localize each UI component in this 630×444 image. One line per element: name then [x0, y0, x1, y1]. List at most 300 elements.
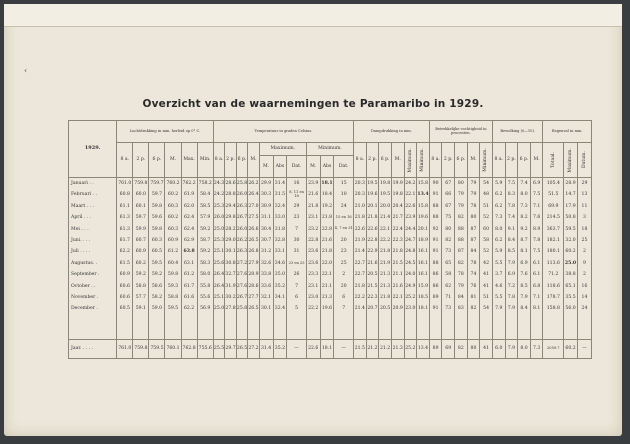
table-cell: 32.8: [273, 235, 287, 246]
table-cell: 7.4: [518, 178, 531, 190]
table-cell: 8.7: [518, 235, 531, 246]
table-cell: 69: [442, 339, 455, 358]
table-cell: 78: [455, 269, 468, 280]
table-cell: 20.0: [379, 201, 392, 212]
table-cell: 59.8: [149, 201, 165, 212]
table-cell: 61.3: [117, 224, 133, 235]
table-cell: 25.8: [236, 178, 247, 190]
table-cell: 158.8: [543, 303, 564, 314]
table-row: [69, 224, 592, 235]
table-cell: 22.6: [404, 201, 417, 212]
table-cell: 25.6: [213, 258, 224, 269]
table-cell: 65: [442, 258, 455, 269]
table-cell: 25.0: [213, 224, 224, 235]
table-cell: 21.8: [379, 292, 392, 303]
table-cell: 24.5: [404, 258, 417, 269]
table-cell: 24.3: [213, 178, 224, 190]
table-cell: 26.8: [248, 246, 259, 257]
table-cell: 7.5: [530, 246, 543, 257]
table-cell: 29: [287, 201, 307, 212]
table-cell: 21.5: [366, 281, 379, 292]
table-cell: 59.9: [133, 224, 149, 235]
table-cell: 22.1: [391, 292, 404, 303]
table-cell: 25.3: [213, 235, 224, 246]
table-cell: 79: [455, 281, 468, 292]
table-cell: 26.7: [236, 212, 247, 223]
table-cell: 25.1: [213, 292, 224, 303]
table-cell: 79: [467, 189, 480, 200]
table-cell: 7.9: [492, 303, 505, 314]
table-cell: 33.6: [259, 281, 273, 292]
table-cell: 19.5: [379, 189, 392, 200]
table-cell: 20.1: [417, 224, 430, 235]
table-cell: 20: [334, 281, 354, 292]
table-cell: 26: [287, 269, 307, 280]
table-cell: 31.4: [273, 178, 287, 190]
table-cell: 22.6: [366, 224, 379, 235]
table-cell: 28.6: [248, 281, 259, 292]
table-cell: 21.4: [379, 212, 392, 223]
table-cell: 9: [577, 258, 591, 269]
table-cell: 60.2: [564, 246, 578, 257]
table-cell: 6.8: [530, 281, 543, 292]
table-cell: 52: [480, 246, 493, 257]
table-cell: 33.0: [273, 212, 287, 223]
table-cell: 23.1: [306, 212, 320, 223]
table-cell: 23.6: [306, 258, 320, 269]
col-min: Min.: [197, 143, 213, 178]
table-cell: 5.9: [492, 246, 505, 257]
table-cell: 20.7: [366, 303, 379, 314]
table-cell: 91: [429, 246, 442, 257]
table-cell: 61.7: [117, 235, 133, 246]
table-cell: 24.0: [404, 269, 417, 280]
table-cell: 22.2: [379, 235, 392, 246]
table-cell: 16.1: [417, 269, 430, 280]
table-cell: 6.2: [492, 235, 505, 246]
table-cell: —: [577, 339, 591, 358]
table-cell: 24.9: [404, 281, 417, 292]
table-cell: 41: [480, 281, 493, 292]
table-cell: 23.9: [306, 178, 320, 190]
table-cell: 4, 7 en 31: [334, 224, 354, 235]
table-cell: 63.8: [181, 246, 197, 257]
table-cell: 26.4: [213, 269, 224, 280]
table-cell: 24: [577, 303, 591, 314]
table-cell: 6.1: [530, 269, 543, 280]
table-cell: 59.7: [133, 212, 149, 223]
table-cell: 21.8: [391, 246, 404, 257]
page-title: Overzicht van de waarnemingen te Paramaribo in 1929.: [142, 98, 484, 110]
col-d-m: M.: [391, 143, 404, 178]
table-cell: 20.9: [391, 303, 404, 314]
table-cell: 61.1: [117, 201, 133, 212]
table-cell: 60.9: [165, 235, 181, 246]
table-cell: 24.8: [404, 246, 417, 257]
table-cell: 759.8: [133, 178, 149, 190]
table-cell: 61.2: [181, 269, 197, 280]
table-cell: 60.9: [117, 269, 133, 280]
table-cell: 759.5: [149, 339, 165, 358]
document-page: [4, 4, 622, 436]
table-cell: 761.0: [117, 339, 133, 358]
table-cell: 82: [455, 339, 468, 358]
spacer-row: [69, 315, 592, 340]
table-row: [69, 246, 592, 257]
col-d-6p: 6 p.: [379, 143, 392, 178]
table-cell: 23: [334, 246, 354, 257]
table-cell: 8.2: [518, 212, 531, 223]
col-2p: 2 p.: [133, 143, 149, 178]
table-cell: 5.9: [492, 178, 505, 190]
table-cell: 88: [429, 201, 442, 212]
table-cell: 62.2: [117, 246, 133, 257]
table-cell: 65.1: [564, 281, 578, 292]
col-tmin-m: M.: [306, 156, 320, 178]
table-cell: 21.9: [379, 258, 392, 269]
table-cell: 762.2: [181, 178, 197, 190]
table-cell: 6.9: [530, 178, 543, 190]
table-cell: 30.2: [225, 292, 236, 303]
table-cell: 59.2: [197, 246, 213, 257]
table-cell: 16: [287, 178, 307, 190]
table-cell: 58.8: [133, 281, 149, 292]
table-row: [69, 201, 592, 212]
table-cell: —: [287, 339, 307, 358]
table-cell: 7: [287, 224, 307, 235]
table-cell: 82: [455, 258, 468, 269]
table-cell: 14.7: [564, 189, 578, 200]
table-cell: 22.9: [366, 246, 379, 257]
table-cell: 28.8: [225, 189, 236, 200]
table-cell: 21.8: [354, 281, 367, 292]
table-cell: 84: [455, 292, 468, 303]
table-cell: 26.3: [236, 246, 247, 257]
col-b-6p: 6 p.: [518, 143, 531, 178]
table-cell: 14: [577, 292, 591, 303]
table-cell: 26.0: [236, 189, 247, 200]
table-cell: 58.5: [197, 201, 213, 212]
table-cell: 25.2: [404, 292, 417, 303]
table-cell: 21.8: [320, 246, 334, 257]
table-cell: 8.5: [518, 281, 531, 292]
table-cell: 56.0: [564, 303, 578, 314]
table-cell: 19.8: [391, 189, 404, 200]
table-cell: 27.2: [248, 339, 259, 358]
month-label: November .: [69, 292, 117, 303]
table-cell: 60.9: [133, 246, 149, 257]
table-cell: 2: [577, 269, 591, 280]
table-cell: 91: [429, 189, 442, 200]
col-d-8a: 8 a.: [354, 143, 367, 178]
table-cell: 15.8: [417, 201, 430, 212]
table-cell: 79: [467, 178, 480, 190]
table-cell: 59.3: [165, 281, 181, 292]
table-cell: 24.2: [404, 178, 417, 190]
table-cell: 7.4: [505, 212, 518, 223]
col-r-datum: Datum.: [577, 143, 591, 178]
table-cell: 57.7: [133, 292, 149, 303]
table-cell: 182.1: [543, 235, 564, 246]
table-cell: 79: [455, 201, 468, 212]
table-cell: 62.0: [181, 201, 197, 212]
table-cell: 58.0: [197, 269, 213, 280]
table-cell: 62.9: [181, 235, 197, 246]
table-cell: 31.8: [273, 224, 287, 235]
month-label: Juli . . . .: [69, 246, 117, 257]
table-cell: 35.2: [273, 339, 287, 358]
table-cell: 7.1: [530, 201, 543, 212]
month-label: Juni. . . .: [69, 235, 117, 246]
table-cell: 759.8: [133, 339, 149, 358]
month-label: Februari . .: [69, 189, 117, 200]
table-cell: 19.2: [320, 201, 334, 212]
table-cell: 21.3: [391, 339, 404, 358]
table-cell: 26.0: [236, 224, 247, 235]
temp-header: Temperatuur in graden Celsius.: [213, 121, 353, 143]
table-cell: 21.6: [306, 189, 320, 200]
table-cell: 7.8: [530, 235, 543, 246]
table-cell: 20.5: [366, 269, 379, 280]
table-cell: 31.1: [259, 212, 273, 223]
table-cell: 178.7: [543, 292, 564, 303]
table-cell: —: [334, 339, 354, 358]
table-cell: 7.5: [530, 189, 543, 200]
table-cell: 19.8: [379, 178, 392, 190]
table-cell: 762.8: [181, 339, 197, 358]
table-cell: 88: [429, 258, 442, 269]
table-cell: 21.8: [366, 212, 379, 223]
table-cell: 60.3: [165, 201, 181, 212]
table-cell: 88: [455, 235, 468, 246]
table-cell: 26.7: [236, 292, 247, 303]
table-cell: 67: [442, 178, 455, 190]
table-cell: 41: [480, 339, 493, 358]
table-cell: 61.5: [117, 258, 133, 269]
table-cell: 29: [577, 178, 591, 190]
table-cell: 22.3: [391, 235, 404, 246]
table-cell: 59.0: [149, 303, 165, 314]
table-cell: 23.2: [306, 224, 320, 235]
table-cell: 60: [480, 224, 493, 235]
table-cell: 58.7: [197, 235, 213, 246]
table-cell: 6.2: [492, 189, 505, 200]
col-v-2p: 2 p.: [442, 143, 455, 178]
table-cell: 760.1: [165, 339, 181, 358]
table-cell: 71.2: [543, 269, 564, 280]
table-cell: 61.2: [165, 246, 181, 257]
table-cell: 7.6: [530, 212, 543, 223]
month-label: December .: [69, 303, 117, 314]
table-cell: 62.2: [181, 303, 197, 314]
table-cell: 58.8: [165, 292, 181, 303]
table-cell: 59.5: [149, 258, 165, 269]
col-tmax-dat: Dat.: [287, 156, 307, 178]
table-cell: 82: [442, 235, 455, 246]
table-cell: 26.6: [248, 224, 259, 235]
table-cell: 59.8: [165, 269, 181, 280]
col-v-m: M.: [467, 143, 480, 178]
col-tmax-m: M.: [259, 156, 273, 178]
table-cell: 180.1: [543, 246, 564, 257]
table-cell: 59.1: [133, 303, 149, 314]
table-cell: 60.2: [165, 212, 181, 223]
table-cell: 21.3: [379, 281, 392, 292]
table-cell: 87: [455, 246, 468, 257]
table-cell: 22.8: [306, 235, 320, 246]
table-cell: 78: [467, 201, 480, 212]
table-cell: 6.2: [492, 201, 505, 212]
table-cell: 24.2: [213, 189, 224, 200]
table-cell: 31.2: [259, 246, 273, 257]
col-8a: 8 a.: [117, 143, 133, 178]
table-cell: 7.9: [505, 303, 518, 314]
table-cell: 27.6: [236, 281, 247, 292]
observations-table: [68, 120, 592, 359]
table-cell: 80: [467, 212, 480, 223]
table-cell: 24.7: [404, 235, 417, 246]
col-tmin-abs: Abs: [320, 156, 334, 178]
table-row: [69, 303, 592, 314]
table-cell: 55.6: [197, 292, 213, 303]
table-cell: 7: [334, 303, 354, 314]
table-cell: 27.5: [248, 212, 259, 223]
table-cell: 26.5: [248, 235, 259, 246]
table-cell: 17.9: [564, 201, 578, 212]
table-cell: 21.2: [366, 339, 379, 358]
table-cell: 23 en 25: [287, 258, 307, 269]
table-cell: 25.2: [404, 339, 417, 358]
table-cell: 27.2: [236, 258, 247, 269]
table-cell: 7.9: [505, 258, 518, 269]
binding-strip: [4, 4, 622, 27]
table-cell: 22.7: [354, 269, 367, 280]
table-cell: 61.9: [181, 189, 197, 200]
table-cell: 75: [442, 212, 455, 223]
table-cell: 8, 11 en 18: [287, 189, 307, 200]
table-cell: 23: [287, 212, 307, 223]
table-cell: 66: [442, 189, 455, 200]
damp-header: Dampdrukking in mm.: [354, 121, 430, 143]
table-cell: 90: [429, 178, 442, 190]
table-cell: 87: [467, 235, 480, 246]
table-cell: 7.6: [518, 269, 531, 280]
month-label: Mei . . .: [69, 224, 117, 235]
table-cell: 27.0: [248, 201, 259, 212]
table-cell: 79: [455, 189, 468, 200]
table-cell: 214.5: [543, 212, 564, 223]
table-cell: 20.1: [366, 201, 379, 212]
table-cell: 21.5: [354, 339, 367, 358]
table-cell: 21.9: [354, 235, 367, 246]
table-cell: 21.4: [354, 246, 367, 257]
table-row: [69, 189, 592, 200]
table-row: [69, 258, 592, 269]
table-cell: 51: [480, 292, 493, 303]
table-cell: 50.8: [564, 212, 578, 223]
table-cell: 58: [442, 269, 455, 280]
table-cell: 363.7: [543, 224, 564, 235]
table-cell: 30.9: [259, 201, 273, 212]
table-cell: 8.1: [530, 303, 543, 314]
table-cell: 7.2: [505, 281, 518, 292]
table-cell: 60.0: [133, 189, 149, 200]
col-max: Max.: [181, 143, 197, 178]
table-cell: 28.9: [564, 178, 578, 190]
table-cell: 759.7: [149, 178, 165, 190]
table-cell: 13: [577, 189, 591, 200]
table-cell: 18.9: [417, 235, 430, 246]
table-cell: 8.4: [505, 235, 518, 246]
table-cell: 8.4: [518, 303, 531, 314]
table-cell: 26.2: [236, 235, 247, 246]
table-cell: 2: [577, 246, 591, 257]
table-cell: 22.3: [366, 292, 379, 303]
table-cell: 16.1: [417, 258, 430, 269]
table-cell: 52: [480, 212, 493, 223]
table-cell: 8.1: [518, 246, 531, 257]
table-cell: 27.6: [236, 269, 247, 280]
table-cell: 34.1: [273, 292, 287, 303]
table-cell: 22.0: [320, 258, 334, 269]
table-cell: 4.6: [492, 281, 505, 292]
vocht-header: Betrekkelijke vochtigheid in procenten.: [429, 121, 492, 143]
table-cell: 21.3: [379, 269, 392, 280]
table-cell: 3: [577, 212, 591, 223]
table-cell: 11: [577, 201, 591, 212]
table-cell: 21.7: [391, 212, 404, 223]
table-cell: 22.7: [354, 258, 367, 269]
table-cell: 60.4: [165, 258, 181, 269]
table-cell: 22.1: [379, 224, 392, 235]
table-cell: 22.8: [320, 224, 334, 235]
table-row: [69, 292, 592, 303]
table-cell: 21.6: [391, 281, 404, 292]
col-d-min: Minimum.: [417, 143, 430, 178]
table-cell: 113.6: [543, 258, 564, 269]
table-cell: 27.8: [225, 303, 236, 314]
table-cell: 7.3: [518, 201, 531, 212]
table-cell: 16.1: [417, 246, 430, 257]
table-cell: 59.8: [149, 224, 165, 235]
table-cell: 81: [467, 292, 480, 303]
table-cell: 761.0: [117, 178, 133, 190]
table-cell: 758.2: [197, 178, 213, 190]
bewolking-header: Bewolking (0—10).: [492, 121, 543, 143]
table-cell: 38.8: [564, 269, 578, 280]
table-cell: 19.6: [320, 303, 334, 314]
month-label: September .: [69, 269, 117, 280]
col-tmax-abs: Abs: [273, 156, 287, 178]
table-cell: 20.4: [391, 201, 404, 212]
col-tmin-dat: Dat.: [334, 156, 354, 178]
table-cell: 31.9: [225, 281, 236, 292]
table-cell: 26.2: [248, 178, 259, 190]
table-row: [69, 339, 592, 358]
table-cell: 60.5: [149, 246, 165, 257]
table-cell: 32.4: [273, 201, 287, 212]
table-cell: 30.7: [259, 235, 273, 246]
table-cell: 87: [467, 224, 480, 235]
year-header: 1929.: [69, 121, 117, 178]
table-cell: 25.1: [213, 246, 224, 257]
regen-header: Regenval in mm.: [543, 121, 592, 143]
col-b-8a: 8 a.: [492, 143, 505, 178]
table-cell: 61.3: [117, 212, 133, 223]
table-cell: 59.5: [165, 303, 181, 314]
table-cell: 23.0: [404, 303, 417, 314]
table-cell: 30.1: [259, 303, 273, 314]
